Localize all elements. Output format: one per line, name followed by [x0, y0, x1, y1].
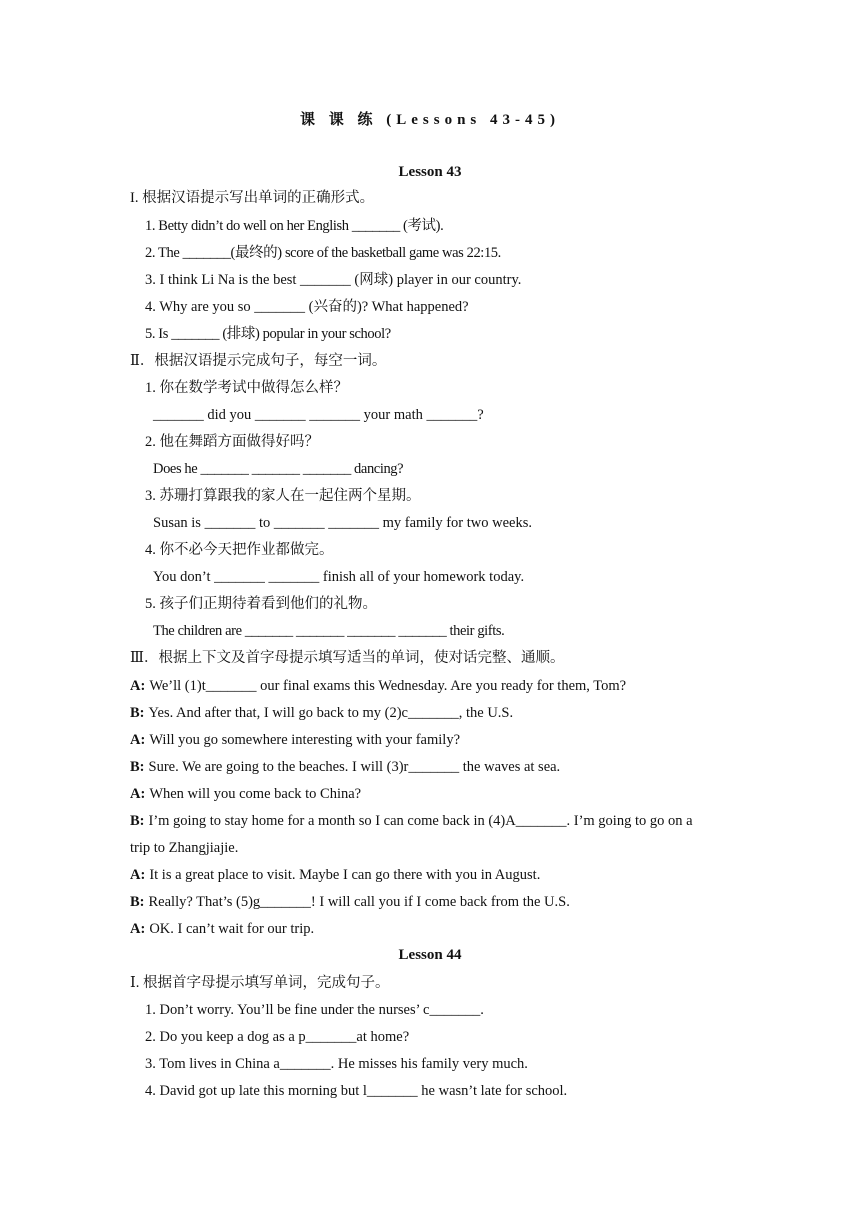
dialogue-text: It is a great place to visit. Maybe I can go there with you in August. — [149, 867, 541, 883]
dialogue-text: trip to Zhangjiajie. — [130, 840, 239, 856]
l43-part2-instruction: Ⅱ．根据汉语提示完成句子，每空一词。 — [130, 353, 387, 369]
l43-part1-item-4: 4. Why are you so _______ (兴奋的)? What happened? — [145, 299, 469, 315]
speaker-label: B: — [130, 705, 145, 721]
l43-part2-prompt-3: 3. 苏珊打算跟我的家人在一起住两个星期。 — [145, 488, 421, 504]
l43-part2-prompt-5: 5. 孩子们正期待着看到他们的礼物。 — [145, 596, 377, 612]
l44-part1-item-3: 3. Tom lives in China a_______. He misses his family very much. — [145, 1056, 528, 1072]
dialogue-line-4 — [130, 758, 560, 776]
l43-part2-prompt-1: 1. 你在数学考试中做得怎么样？ — [145, 380, 348, 396]
speaker-label: A: — [130, 678, 146, 694]
dialogue-text: I’m going to stay home for a month so I can come back in (4)A_______. I’m going to go on a — [148, 813, 693, 829]
dialogue-text: OK. I can’t wait for our trip. — [149, 921, 315, 937]
l43-part1-item-3: 3. I think Li Na is the best _______ (网球) player in our country. — [145, 272, 522, 288]
page-title: 课 课 练 (Lessons 43-45) — [299, 112, 560, 128]
lesson-44-heading: Lesson 44 — [398, 947, 462, 963]
l43-part2-prompt-4: 4. 你不必今天把作业都做完。 — [145, 542, 334, 558]
l43-part2-prompt-2: 2. 他在舞蹈方面做得好吗？ — [145, 434, 319, 450]
l43-part2-answer-5: The children are _______ _______ _______ _______ their gifts. — [153, 623, 505, 639]
dialogue-line-8 — [130, 866, 540, 884]
dialogue-line-3 — [130, 731, 460, 749]
l43-part1-instruction: I. 根据汉语提示写出单词的正确形式。 — [130, 190, 375, 206]
dialogue-line-1 — [130, 677, 626, 695]
l43-part1-item-2: 2. The _______(最终的) score of the basketball game was 22:15. — [145, 245, 501, 261]
l43-part2-answer-1: _______ did you _______ _______ your math _______? — [153, 407, 484, 423]
dialogue-text: We’ll (1)t_______ our final exams this Wednesday. Are you ready for them, Tom? — [149, 678, 627, 694]
dialogue-line-7 — [130, 839, 238, 857]
speaker-label: B: — [130, 813, 145, 829]
l43-part2-answer-2: Does he _______ _______ _______ dancing? — [153, 461, 404, 477]
lesson-43-heading: Lesson 43 — [398, 164, 462, 180]
speaker-label: B: — [130, 894, 145, 910]
dialogue-text: Really? That’s (5)g_______! I will call you if I come back from the U.S. — [148, 894, 570, 910]
l44-part1-item-1: 1. Don’t worry. You’ll be fine under the nurses’ c_______. — [145, 1002, 484, 1018]
speaker-label: A: — [130, 786, 146, 802]
speaker-label: B: — [130, 759, 145, 775]
dialogue-line-2 — [130, 704, 513, 722]
speaker-label: A: — [130, 921, 146, 937]
dialogue-line-10 — [130, 920, 314, 938]
dialogue-line-6 — [130, 812, 693, 830]
dialogue-line-9 — [130, 893, 570, 911]
l44-part1-item-4: 4. David got up late this morning but l_______ he wasn’t late for school. — [145, 1083, 568, 1099]
l43-part2-answer-3: Susan is _______ to _______ _______ my family for two weeks. — [153, 515, 532, 531]
l44-part1-instruction: Ⅰ. 根据首字母提示填写单词，完成句子。 — [130, 975, 390, 991]
dialogue-line-5 — [130, 785, 361, 803]
dialogue-text: Yes. And after that, I will go back to my (2)c_______, the U.S. — [148, 705, 514, 721]
l43-part2-answer-4: You don’t _______ _______ finish all of your homework today. — [153, 569, 525, 585]
speaker-label: A: — [130, 732, 146, 748]
l44-part1-item-2: 2. Do you keep a dog as a p_______at home? — [145, 1029, 410, 1045]
l43-part3-instruction: Ⅲ．根据上下文及首字母提示填写适当的单词，使对话完整、通顺。 — [130, 650, 565, 666]
l43-part1-item-5: 5. Is _______ (排球) popular in your school? — [145, 326, 391, 342]
dialogue-text: When will you come back to China? — [149, 786, 362, 802]
dialogue-text: Will you go somewhere interesting with your family? — [149, 732, 461, 748]
l43-part1-item-1: 1. Betty didn’t do well on her English _______ (考试). — [145, 218, 444, 234]
dialogue-text: Sure. We are going to the beaches. I will (3)r_______ the waves at sea. — [148, 759, 561, 775]
speaker-label: A: — [130, 867, 146, 883]
